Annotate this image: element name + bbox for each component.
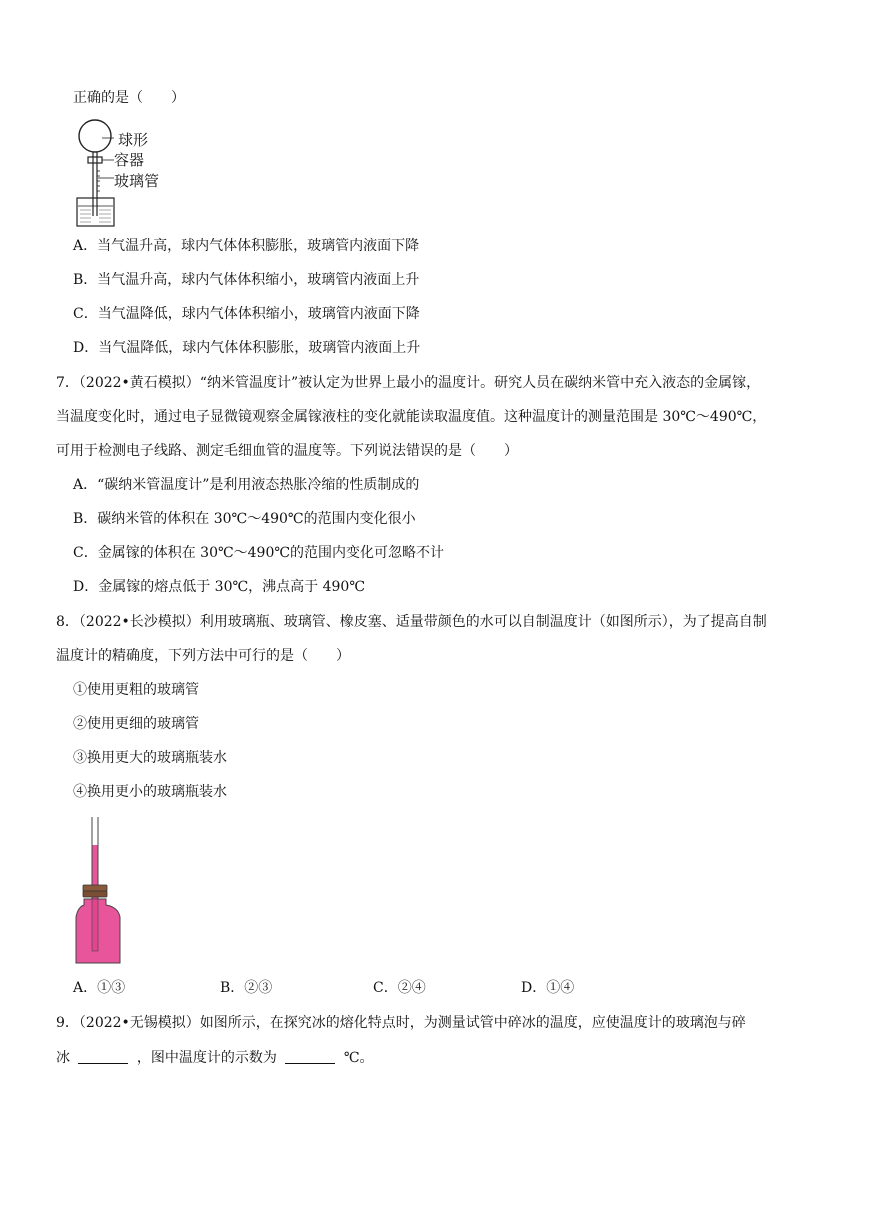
q9-line-2 [56,1048,373,1068]
q6-label-tube: 玻璃管 [114,172,160,190]
q9-text-b: ，图中温度计的示数为 [136,1050,277,1066]
q7-option-d: D．金属镓的熔点低于 30℃，沸点高于 490℃ [73,579,365,595]
q9-blank-2[interactable] [285,1049,335,1064]
q8-option-a: A．①③ [73,980,126,996]
q6-option-c: C．当气温降低，球内气体体积缩小，玻璃管内液面下降 [73,306,420,322]
q7-line-2: 当温度变化时，通过电子显微镜观察金属镓液柱的变化就能读取温度值。这种温度计的测量范围是 30℃～490℃， [56,409,767,425]
q8-option-b: B．②③ [220,980,273,996]
q7-line-1: 7．（2022•黄石模拟）“纳米管温度计”被认定为世界上最小的温度计。研究人员在碳纳米管中充入液态的金属镓， [56,375,761,391]
q6-stem-tail: 正确的是（ ） [73,90,185,106]
q6-option-b: B．当气温升高，球内气体体积缩小，玻璃管内液面上升 [73,272,420,288]
q6-option-a: A．当气温升高，球内气体体积膨胀，玻璃管内液面下降 [73,238,420,254]
q8-item-1: ①使用更粗的玻璃管 [73,682,199,698]
q8-option-d: D．①④ [521,980,575,996]
q7-line-3: 可用于检测电子线路、测定毛细血管的温度等。下列说法错误的是（ ） [56,443,518,459]
q6-label-sphere-2: 容器 [114,151,145,169]
q9-blank-1[interactable] [78,1049,128,1064]
q8-item-2: ②使用更细的玻璃管 [73,716,199,732]
q7-option-c: C．金属镓的体积在 30℃～490℃的范围内变化可忽略不计 [73,545,445,561]
q9-text-a: 冰 [56,1050,70,1066]
q8-line-2: 温度计的精确度，下列方法中可行的是（ ） [56,648,350,664]
q6-label-sphere-1: 球形 [118,131,149,149]
q8-bottle-figure [70,815,130,967]
q9-line-1: 9．（2022•无锡模拟）如图所示，在探究冰的熔化特点时，为测量试管中碎冰的温度，应使温度计的玻璃泡与碎 [56,1015,746,1031]
q8-item-3: ③换用更大的玻璃瓶装水 [73,750,227,766]
q7-option-a: A．“碳纳米管温度计”是利用液态热胀冷缩的性质制成的 [73,477,420,493]
q9-text-c: ℃。 [343,1050,374,1066]
q8-item-4: ④换用更小的玻璃瓶装水 [73,784,227,800]
q6-option-d: D．当气温降低，球内气体体积膨胀，玻璃管内液面上升 [73,340,421,356]
q8-option-c: C．②④ [373,980,426,996]
q7-option-b: B．碳纳米管的体积在 30℃～490℃的范围内变化很小 [73,511,416,527]
q8-line-1: 8．（2022•长沙模拟）利用玻璃瓶、玻璃管、橡皮塞、适量带颜色的水可以自制温度计（如图所示），为了提高自制 [56,614,767,630]
